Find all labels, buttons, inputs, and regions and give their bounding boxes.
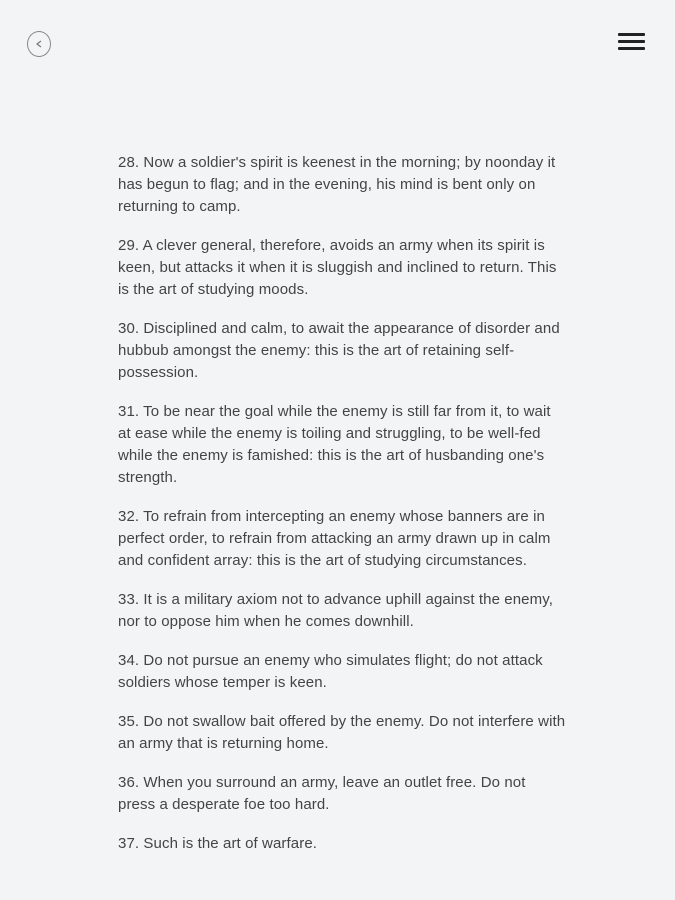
reading-content bbox=[118, 152, 566, 872]
paragraph: 36. When you surround an army, leave an outlet free. Do not press a desperate foe too hard. bbox=[118, 774, 526, 813]
paragraph: 33. It is a military axiom not to advance uphill against the enemy, nor to oppose him when he comes downhill. bbox=[118, 591, 553, 630]
paragraph: 32. To refrain from intercepting an enemy whose banners are in perfect order, to refrain from attacking an army drawn up in calm and confident array: this is the art of studying circumstances. bbox=[118, 508, 551, 569]
hamburger-bar bbox=[618, 40, 645, 43]
paragraph: 28. Now a soldier's spirit is keenest in the morning; by noonday it has begun to flag; and in the evening, his mind is bent only on returning to camp. bbox=[118, 154, 556, 215]
back-button[interactable] bbox=[27, 31, 51, 57]
paragraph: 34. Do not pursue an enemy who simulates flight; do not attack soldiers whose temper is keen. bbox=[118, 652, 543, 691]
paragraph: 31. To be near the goal while the enemy is still far from it, to wait at ease while the enemy is toiling and struggling, to be well-fed while the enemy is famished: this is the art of husbanding one's strength. bbox=[118, 403, 551, 486]
menu-button[interactable] bbox=[618, 33, 645, 51]
paragraph: 29. A clever general, therefore, avoids an army when its spirit is keen, but attacks it when it is sluggish and inclined to return. This is the art of studying moods. bbox=[118, 237, 557, 298]
paragraph: 35. Do not swallow bait offered by the enemy. Do not interfere with an army that is returning home. bbox=[118, 713, 566, 752]
hamburger-bar bbox=[618, 47, 645, 50]
back-arrow-icon bbox=[34, 39, 44, 49]
paragraph: 30. Disciplined and calm, to await the appearance of disorder and hubbub amongst the enemy: this is the art of retaining self-possession. bbox=[118, 320, 560, 381]
hamburger-menu-icon bbox=[618, 33, 645, 36]
paragraph: 37. Such is the art of warfare. bbox=[118, 835, 318, 852]
